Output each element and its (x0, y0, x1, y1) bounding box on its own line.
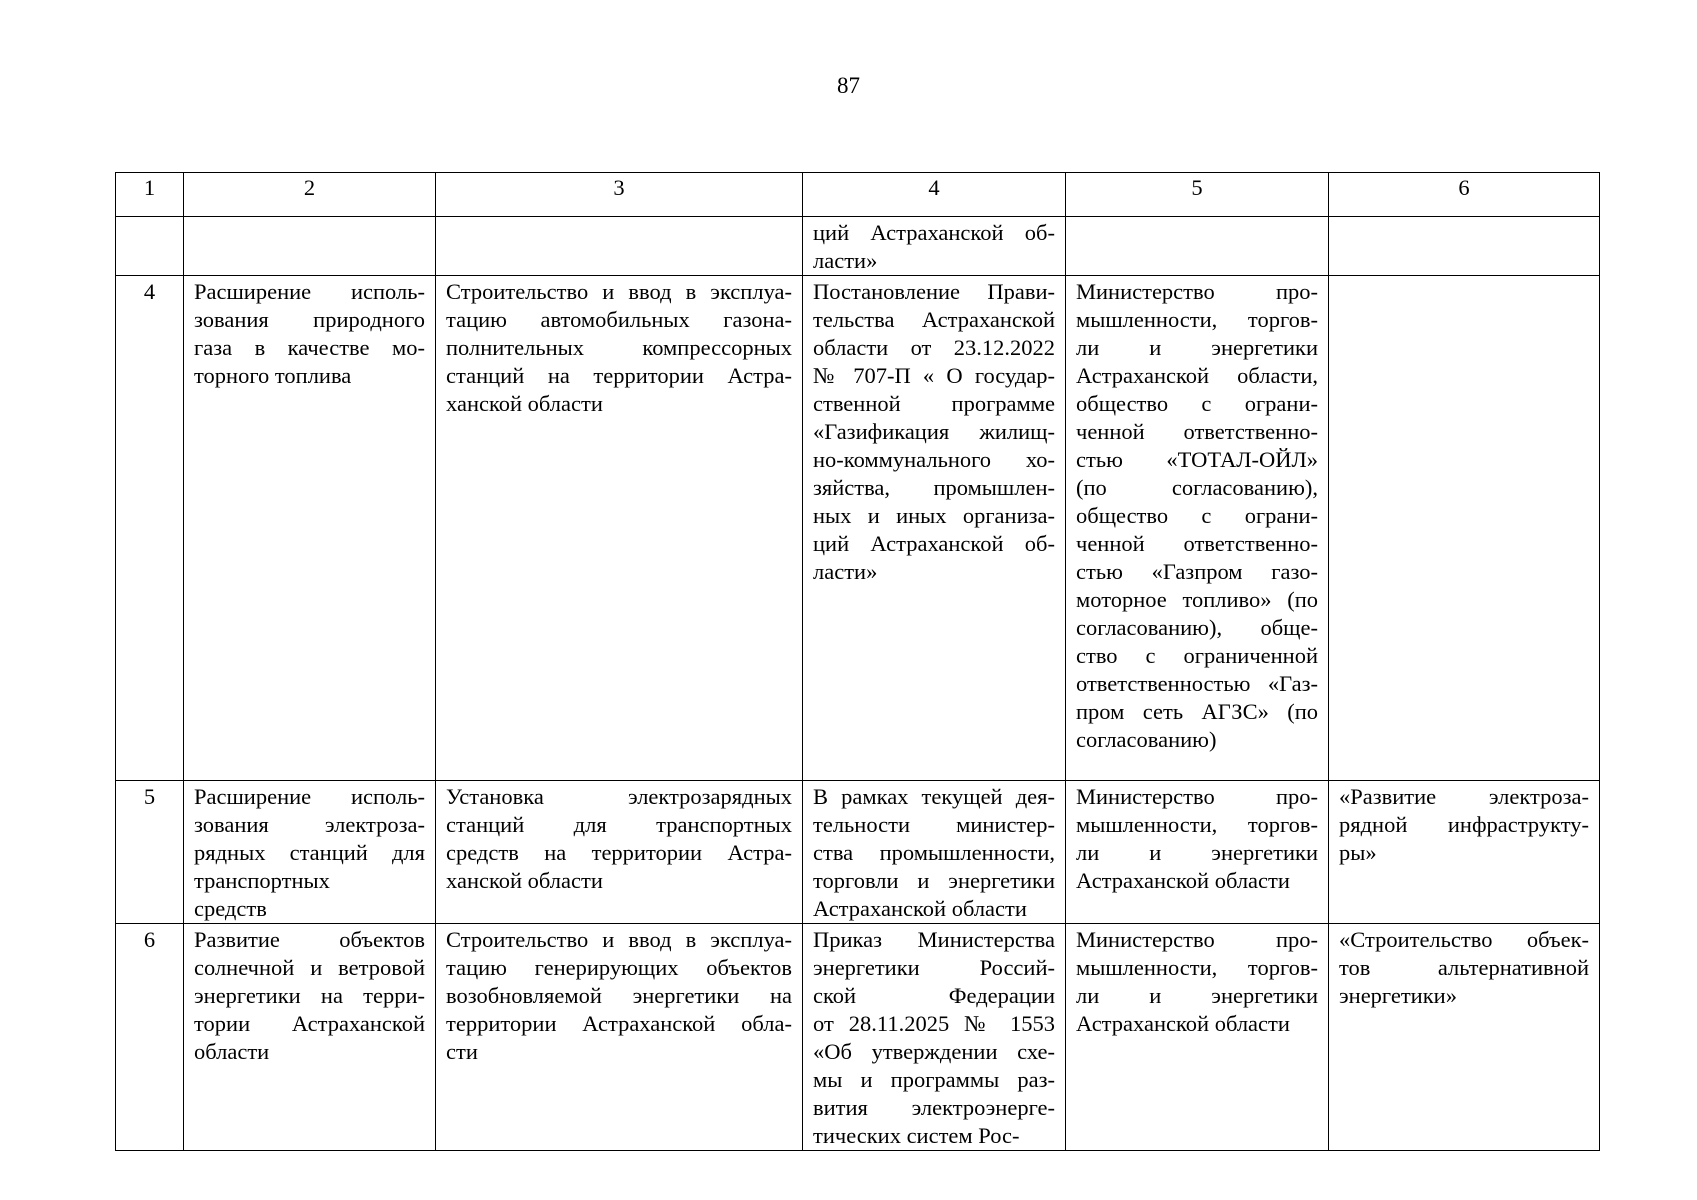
cell-line: торного топлива (194, 363, 352, 388)
table-cell-measure (184, 924, 436, 1151)
page-number: 87 (837, 73, 860, 98)
cell-line: тельности министер- (813, 812, 1055, 837)
cell-line: рядных станций для (194, 840, 425, 865)
cell-line: области (194, 1039, 270, 1064)
cell-line: Строительство и ввод в эксплуа- (446, 927, 792, 952)
cell-line: энергетики Россий- (813, 955, 1055, 980)
cell-line: пром сеть АГЗС» (по (1076, 699, 1318, 724)
cell-line: мышленности, торгов- (1076, 955, 1318, 980)
cell-line: В рамках текущей дея- (813, 784, 1055, 809)
header-cell-4: 4 (803, 173, 1066, 217)
table-cell-executor (1066, 924, 1329, 1151)
header-cell-3: 3 (436, 173, 803, 217)
cell-line: тории Астраханской (194, 1011, 425, 1036)
table-cell-document (803, 217, 1066, 276)
cell-line: Постановление Прави- (813, 279, 1055, 304)
cell-line: территории Астраханской обла- (446, 1011, 792, 1036)
cell-line: «Об утверждении схе- (813, 1039, 1055, 1064)
cell-line: Министерство про- (1076, 784, 1318, 809)
cell-line: полнительных компрессорных (446, 335, 792, 360)
cell-line: ласти» (813, 248, 878, 273)
table-cell-executor (1066, 276, 1329, 781)
cell-line: моторное топливо» (по (1076, 587, 1318, 612)
table-cell-document (803, 924, 1066, 1151)
cell-line: ций Астраханской об- (813, 220, 1055, 245)
table-cell-measure (184, 217, 436, 276)
table-row (116, 924, 1600, 1151)
table-cell-num: 5 (116, 781, 184, 924)
table-cell-num: 6 (116, 924, 184, 1151)
cell-line: зяйства, промышлен- (813, 475, 1055, 500)
cell-line: возобновляемой энергетики на (446, 983, 792, 1008)
cell-line: транспортных (194, 868, 330, 893)
cell-line: Министерство про- (1076, 279, 1318, 304)
header-cell-1: 1 (116, 173, 184, 217)
cell-line: тацию генерирующих объектов (446, 955, 792, 980)
table-cell-executor (1066, 781, 1329, 924)
cell-line: зования природного (194, 307, 425, 332)
cell-line: «Газификация жилищ- (813, 419, 1055, 444)
cell-line: газа в качестве мо- (194, 335, 425, 360)
cell-line: ства промышленности, (813, 840, 1055, 865)
cell-line: Строительство и ввод в эксплуа- (446, 279, 792, 304)
cell-line: общество с ограни- (1076, 391, 1318, 416)
cell-line: средств на территории Астра- (446, 840, 792, 865)
table-cell-num (116, 217, 184, 276)
cell-line: Министерство про- (1076, 927, 1318, 952)
table-cell-num: 4 (116, 276, 184, 781)
cell-line: но-коммунального хо- (813, 447, 1055, 472)
table-cell-measure (184, 276, 436, 781)
table-cell-project (1329, 781, 1600, 924)
cell-line: мышленности, торгов- (1076, 307, 1318, 332)
cell-line: Установка электрозарядных (446, 784, 792, 809)
table-row (116, 276, 1600, 781)
cell-line: тов альтернативной (1339, 955, 1589, 980)
cell-line: согласованию), обще- (1076, 615, 1318, 640)
cell-line: ры» (1339, 840, 1377, 865)
cell-line: Астраханской области (1076, 1011, 1290, 1036)
cell-line: средств (194, 896, 267, 921)
cell-line: «Строительство объек- (1339, 927, 1589, 952)
cell-line: мышленности, торгов- (1076, 812, 1318, 837)
cell-line: Расширение исполь- (194, 784, 425, 809)
cell-line: ственной программе (813, 391, 1055, 416)
cell-line: тических систем Рос- (813, 1123, 1020, 1148)
cell-line: ли и энергетики (1076, 840, 1318, 865)
table-cell-description (436, 217, 803, 276)
cell-line: ций Астраханской об- (813, 531, 1055, 556)
measures-table (115, 172, 1600, 1151)
cell-line: ласти» (813, 559, 878, 584)
cell-line: ство с ограниченной (1076, 643, 1318, 668)
table-cell-project (1329, 217, 1600, 276)
cell-line: стью «Газпром газо- (1076, 559, 1318, 584)
table-cell-description (436, 781, 803, 924)
cell-line: сти (446, 1039, 478, 1064)
header-cell-2: 2 (184, 173, 436, 217)
table-cell-executor (1066, 217, 1329, 276)
cell-line: ханской области (446, 868, 603, 893)
cell-line: ченной ответственно- (1076, 419, 1318, 444)
cell-line: станций для транспортных (446, 812, 792, 837)
header-cell-5: 5 (1066, 173, 1329, 217)
cell-line: ской Федерации (813, 983, 1055, 1008)
table-row (116, 781, 1600, 924)
table-cell-measure (184, 781, 436, 924)
cell-line: № 707-П « О государ- (813, 363, 1055, 388)
continuation-row (116, 217, 1600, 276)
table-cell-document (803, 781, 1066, 924)
cell-line: мы и программы раз- (813, 1067, 1055, 1092)
cell-line: тельства Астраханской (813, 307, 1055, 332)
cell-line: вития электроэнерге- (813, 1095, 1055, 1120)
table-cell-description (436, 924, 803, 1151)
cell-line: Астраханской области (813, 896, 1027, 921)
cell-line: Астраханской области (1076, 868, 1290, 893)
cell-line: тацию автомобильных газона- (446, 307, 792, 332)
table-cell-project (1329, 276, 1600, 781)
cell-line: энергетики на терри- (194, 983, 425, 1008)
cell-line: станций на территории Астра- (446, 363, 792, 388)
cell-line: общество с ограни- (1076, 503, 1318, 528)
header-row (116, 173, 1600, 217)
cell-line: солнечной и ветровой (194, 955, 425, 980)
cell-line: ли и энергетики (1076, 983, 1318, 1008)
cell-line: от 28.11.2025 № 1553 (813, 1011, 1055, 1036)
table-cell-document (803, 276, 1066, 781)
cell-line: ных и иных организа- (813, 503, 1055, 528)
cell-line: Развитие объектов (194, 927, 425, 952)
cell-line: Астраханской области, (1076, 363, 1318, 388)
cell-line: ли и энергетики (1076, 335, 1318, 360)
cell-line: области от 23.12.2022 (813, 335, 1055, 360)
table-cell-project (1329, 924, 1600, 1151)
cell-line: ханской области (446, 391, 603, 416)
cell-line: рядной инфраструкту- (1339, 812, 1589, 837)
cell-line: торговли и энергетики (813, 868, 1055, 893)
cell-line: Приказ Министерства (813, 927, 1055, 952)
table-cell-description (436, 276, 803, 781)
cell-line: «Развитие электроза- (1339, 784, 1589, 809)
header-cell-6: 6 (1329, 173, 1600, 217)
cell-line: стью «ТОТАЛ-ОЙЛ» (1076, 447, 1318, 472)
cell-line: (по согласованию), (1076, 475, 1318, 500)
cell-line: согласованию) (1076, 727, 1217, 752)
cell-line: Расширение исполь- (194, 279, 425, 304)
cell-line: энергетики» (1339, 983, 1457, 1008)
cell-line: ченной ответственно- (1076, 531, 1318, 556)
cell-line: зования электроза- (194, 812, 425, 837)
cell-line: ответственностью «Газ- (1076, 671, 1318, 696)
